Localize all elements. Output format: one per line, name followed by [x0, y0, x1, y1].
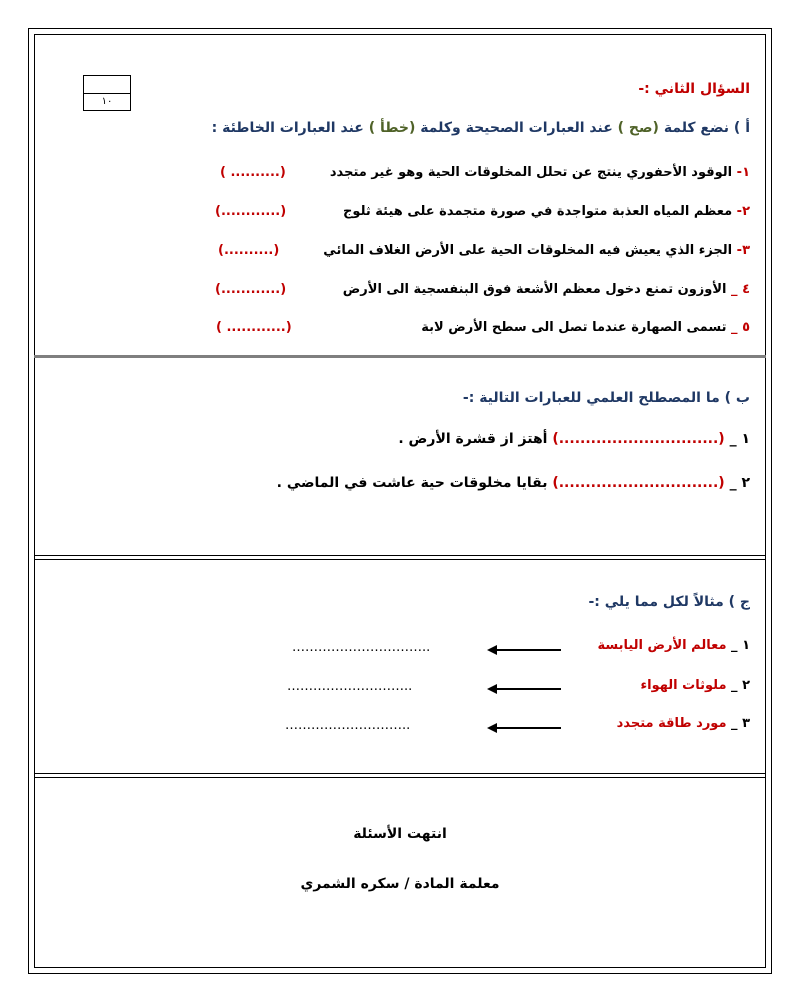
true-word: (صح )	[617, 120, 659, 136]
end-of-questions: انتهت الأسئلة	[353, 826, 447, 842]
example-answer-3[interactable]: ………………………..	[285, 718, 411, 733]
section-title: السؤال الثاني :-	[638, 81, 750, 97]
example-label-3: ٣ _ مورد طاقة متجدد	[616, 716, 750, 731]
term-blank-1[interactable]: (..............................)	[552, 431, 725, 447]
answer-blank-1[interactable]: ( ..........)	[220, 165, 286, 180]
example-label-1: ١ _ معالم الأرض اليابسة	[597, 638, 750, 653]
arrow-left-icon	[487, 644, 561, 656]
term-item-1: ١ _ (..............................) أهتز از قشرة الأرض .	[398, 431, 750, 447]
statement-2: ٢- معظم المياه العذبة متواجدة في صورة متجمدة على هيئة ثلوج	[343, 204, 750, 219]
part-a-heading: أ ) نضع كلمة (صح ) عند العبارات الصحيحة وكلمة (خطأ ) عند العبارات الخاطئة :	[211, 120, 750, 136]
arrow-left-icon	[487, 683, 561, 695]
answer-blank-3[interactable]: (..........)	[218, 243, 280, 258]
false-word: (خطأ )	[368, 120, 416, 136]
section-divider-1	[34, 355, 766, 358]
section-divider-2	[34, 555, 766, 560]
section-divider-3	[34, 773, 766, 778]
example-answer-1[interactable]: …………………………..	[292, 640, 431, 655]
answer-blank-5[interactable]: ( ............)	[216, 320, 292, 335]
example-answer-2[interactable]: ………………………..	[287, 679, 413, 694]
statement-1: ١- الوقود الأحفوري ينتج عن تحلل المخلوقات الحية وهو غير متجدد	[329, 165, 750, 180]
part-b-heading: ب ) ما المصطلح العلمي للعبارات التالية :-	[462, 390, 750, 406]
score-box	[83, 75, 131, 111]
example-label-2: ٢ _ ملوثات الهواء	[640, 678, 750, 693]
arrow-left-icon	[487, 722, 561, 734]
term-item-2: ٢ _ (..............................) بقايا مخلوقات حية عاشت في الماضي .	[276, 475, 750, 491]
statement-4: ٤ _ الأوزون تمنع دخول معظم الأشعة فوق البنفسجية الى الأرض	[342, 282, 750, 297]
part-c-heading: ج ) مثالاً لكل مما يلي :-	[588, 594, 750, 610]
statement-5: ٥ _ تسمى الصهارة عندما تصل الى سطح الأرض لابة	[421, 320, 750, 335]
answer-blank-2[interactable]: (............)	[215, 204, 287, 219]
teacher-signature: معلمة المادة / سكره الشمري	[300, 876, 500, 892]
term-blank-2[interactable]: (..............................)	[552, 475, 725, 491]
score-value: ١٠	[101, 96, 113, 107]
statement-3: ٣- الجزء الذي يعيش فيه المخلوقات الحية على الأرض الغلاف المائي	[323, 243, 750, 258]
answer-blank-4[interactable]: (............)	[215, 282, 287, 297]
